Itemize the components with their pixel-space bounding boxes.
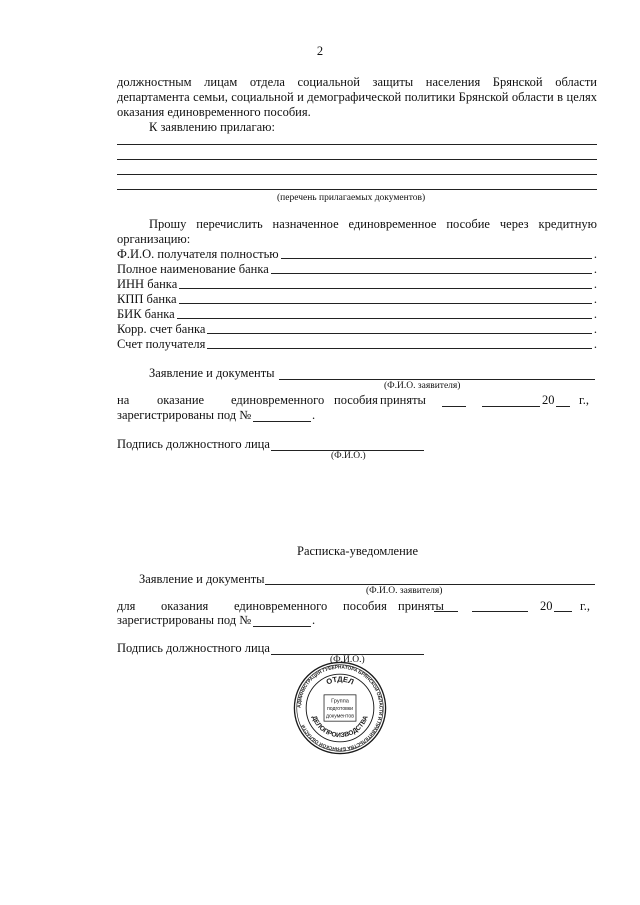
stamp-top-word: ОТДЕЛ: [324, 674, 356, 687]
receipt-sign-caption: (Ф.И.О.): [330, 655, 365, 665]
blank-line: [281, 257, 592, 259]
request-line-2: организацию:: [117, 232, 191, 246]
receipt-registered: зарегистрированы под №: [117, 613, 252, 627]
reg1-word-5: приняты: [380, 393, 426, 407]
receipt-year-prefix: 20: [540, 599, 553, 613]
blank-line: [207, 332, 591, 334]
intro-line-2: департамента семьи, социальной и демографической политики Брянской области в целях: [117, 90, 597, 104]
field-label: Счет получателя: [117, 337, 206, 351]
receipt-applicant-line: [265, 584, 595, 585]
blank-line: [179, 287, 592, 289]
reg1-year-blank: [556, 406, 570, 407]
field-label: ИНН банка: [117, 277, 178, 291]
field-label: КПП банка: [117, 292, 177, 306]
field-recipient-name: Ф.И.О. получателя полностью .: [117, 247, 597, 261]
reg1-year-prefix: 20: [542, 393, 555, 407]
request-line-1: Прошу перечислить назначенное единовременное пособие через кредитную: [149, 217, 597, 231]
blank-line: [177, 317, 592, 319]
field-label: БИК банка: [117, 307, 175, 321]
reg1-caption: (Ф.И.О. заявителя): [384, 381, 461, 391]
field-corr-account: Корр. счет банка .: [117, 322, 597, 336]
reg1-year-suffix: г.,: [579, 393, 589, 407]
stamp-outer-text: АДМИНИСТРАЦИЯ ГУБЕРНАТОРА БРЯНСКОЙ ОБЛАСТИ И ПРАВИТЕЛЬСТВА БРЯНСКОЙ ОБЛАСТИ: [296, 664, 384, 752]
field-bank-name: Полное наименование банка .: [117, 262, 597, 276]
page-number: 2: [316, 44, 324, 58]
reg1-label: Заявление и документы: [149, 366, 275, 380]
receipt-year-suffix: г.,: [580, 599, 590, 613]
attach-caption: (перечень прилагаемых документов): [277, 193, 426, 203]
attach-line-3: [117, 174, 597, 175]
field-bank-kpp: КПП банка .: [117, 292, 597, 306]
receipt-word-3: единовременного: [234, 599, 328, 613]
reg1-period: .: [312, 408, 316, 422]
field-label: Ф.И.О. получателя полностью: [117, 247, 279, 261]
receipt-number-blank: [253, 626, 311, 627]
receipt-title: Расписка-уведомление: [297, 544, 419, 558]
receipt-label: Заявление и документы: [139, 572, 265, 586]
stamp-center-line-2: подготовки: [326, 705, 354, 712]
receipt-caption: (Ф.И.О. заявителя): [366, 586, 443, 596]
reg1-registered: зарегистрированы под №: [117, 408, 252, 422]
receipt-month-blank: [472, 611, 528, 612]
reg1-sign-label: Подпись должностного лица: [117, 437, 270, 451]
receipt-word-1: для: [117, 599, 136, 613]
field-bank-bik: БИК банка .: [117, 307, 597, 321]
stamp-center-line-1: Группа: [331, 698, 349, 705]
intro-line-1: должностным лицам отдела социальной защиты населения Брянской области: [117, 75, 597, 89]
official-stamp: [293, 661, 387, 755]
blank-line: [271, 272, 592, 274]
receipt-year-blank: [554, 611, 572, 612]
svg-text:ОТДЕЛ: [325, 675, 355, 687]
field-label: Полное наименование банка: [117, 262, 269, 276]
reg1-word-3: единовременного: [231, 393, 325, 407]
reg1-word-1: на: [117, 393, 130, 407]
receipt-sign-label: Подпись должностного лица: [117, 641, 270, 655]
intro-line-3: оказания единовременного пособия.: [117, 105, 311, 119]
attach-line-2: [117, 159, 597, 160]
stamp-center-line-3: документов: [326, 713, 354, 720]
field-recipient-account: Счет получателя .: [117, 337, 597, 351]
attach-line-4: [117, 189, 597, 190]
stamp-bottom-word: ДЕЛОПРОИЗВОДСТВА: [310, 714, 370, 740]
reg1-applicant-line: [279, 379, 595, 380]
receipt-word-5: приняты: [398, 599, 444, 613]
reg1-word-4: пособия: [334, 393, 378, 407]
receipt-day-blank: [434, 611, 458, 612]
reg1-number-blank: [253, 421, 311, 422]
blank-line: [207, 347, 592, 349]
reg1-word-2: оказание: [157, 393, 205, 407]
field-bank-inn: ИНН банка .: [117, 277, 597, 291]
blank-line: [179, 302, 592, 304]
reg1-day-blank: [442, 406, 466, 407]
field-label: Корр. счет банка: [117, 322, 206, 336]
attach-line-1: [117, 144, 597, 145]
receipt-word-2: оказания: [161, 599, 209, 613]
reg1-month-blank: [482, 406, 540, 407]
attach-label: К заявлению прилагаю:: [149, 120, 275, 134]
receipt-period: .: [312, 613, 316, 627]
reg1-sign-caption: (Ф.И.О.): [331, 451, 366, 461]
receipt-word-4: пособия: [343, 599, 387, 613]
